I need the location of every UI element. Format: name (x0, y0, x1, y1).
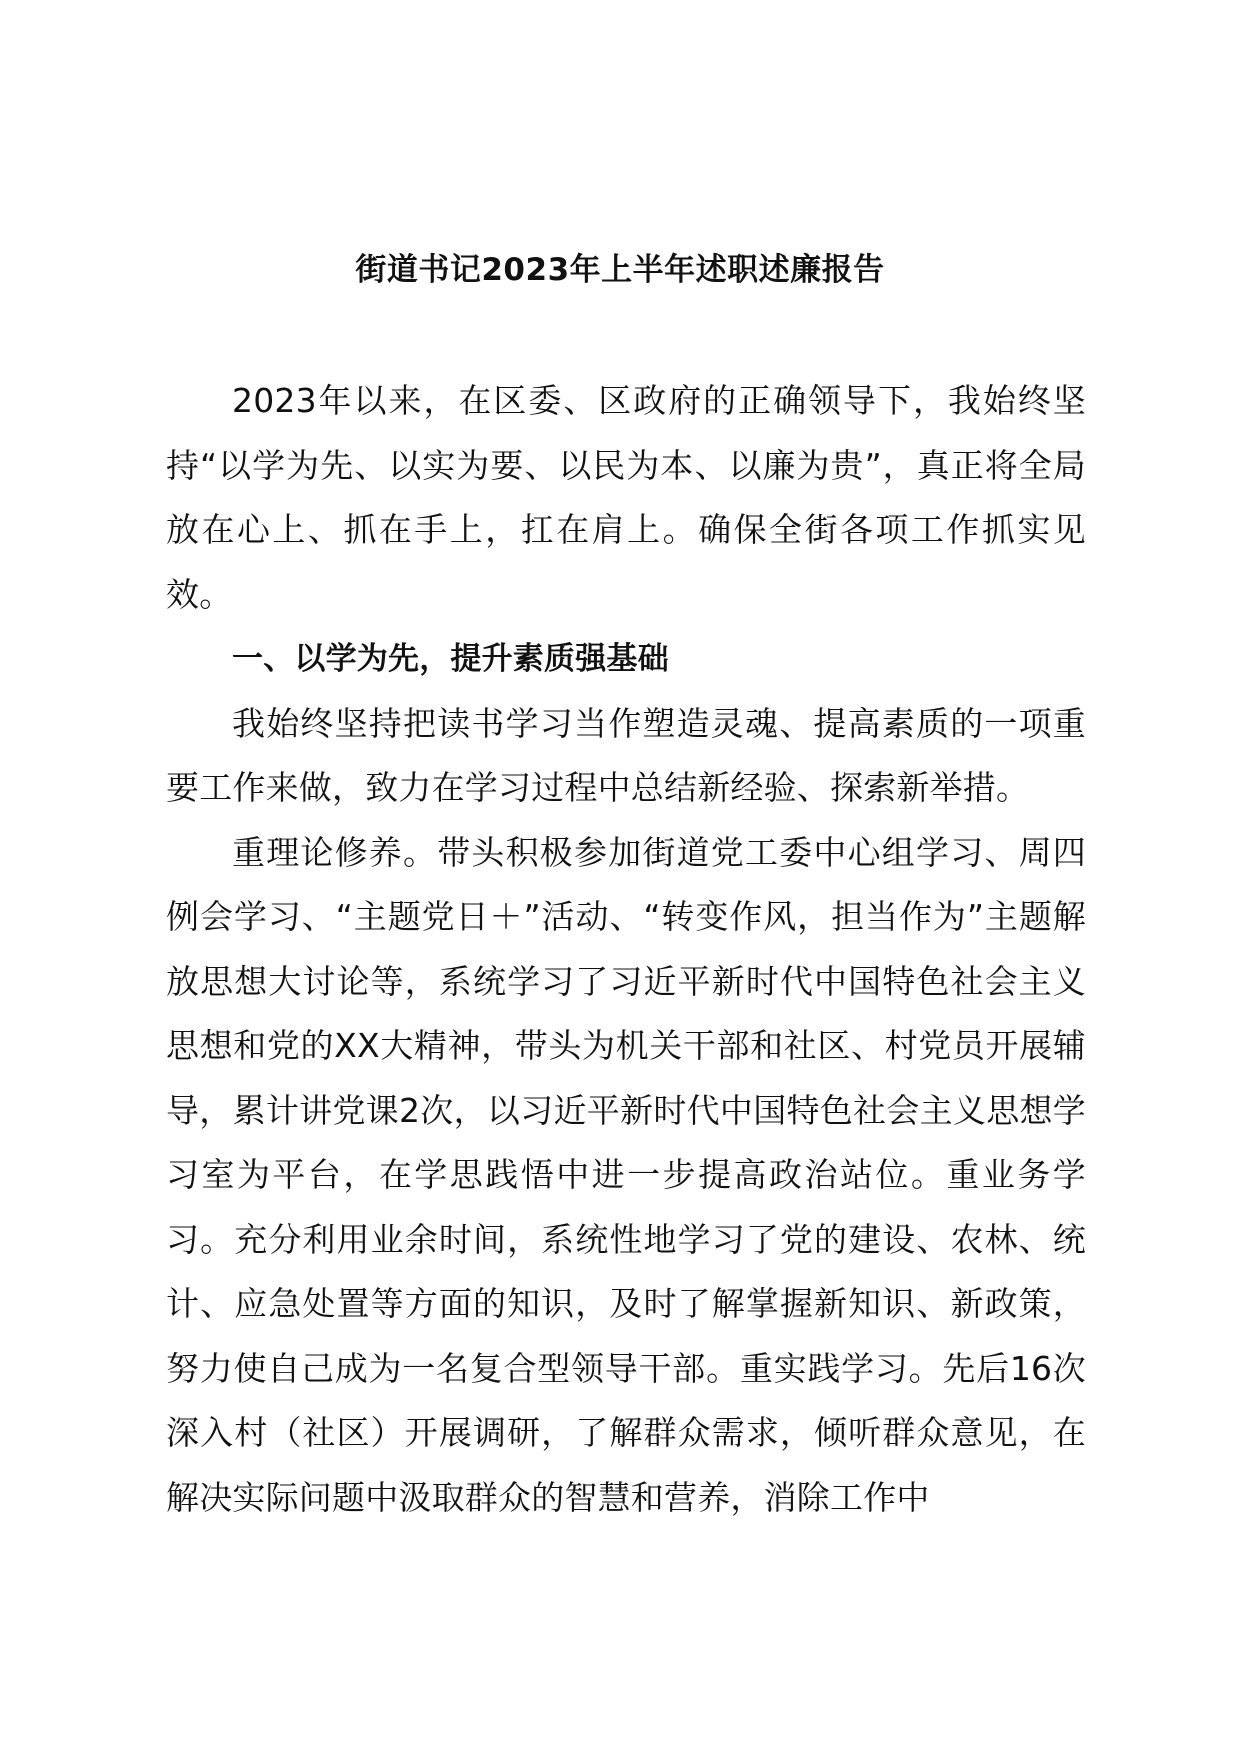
document-title: 街道书记2023年上半年述职述廉报告 (355, 252, 885, 288)
section-1-heading: 一、以学为先，提升素质强基础 (232, 641, 669, 677)
section-1-paragraph-2: 重理论修养。带头积极参加街道党工委中心组学习、周四例会学习、“主题党日＋”活动、“转变作风，担当作为”主题解放思想大讨论等，系统学习了习近平新时代中国特色社会主义思想和党的XX大精神，带头为机关干部和社区、村党员开展辅导，累计讲党课2次，以习近平新时代中国特色社会主义思想学习室为平台，在学思践悟中进一步提高政治站位。重业务学习。充分利用业余时间，系统性地学习了党的建设、农林、统计、应急处置等方面的知识，及时了解掌握新知识、新政策，努力使自己成为一名复合型领导干部。重实践学习。先后16次深入村（社区）开展调研，了解群众需求，倾听群众意见，在解决实际问题中汲取群众的智慧和营养，消除工作中 (166, 832, 1086, 1517)
document-body (166, 369, 1086, 1530)
section-1-paragraph-1: 我始终坚持把读书学习当作塑造灵魂、提高素质的一项重要工作来做，致力在学习过程中总结新经验、探索新举措。 (166, 703, 1086, 807)
intro-paragraph: 2023年以来，在区委、区政府的正确领导下，我始终坚持“以学为先、以实为要、以民为本、以廉为贵”，真正将全局放在心上、抓在手上，扛在肩上。确保全街各项工作抓实见效。 (166, 381, 1086, 614)
